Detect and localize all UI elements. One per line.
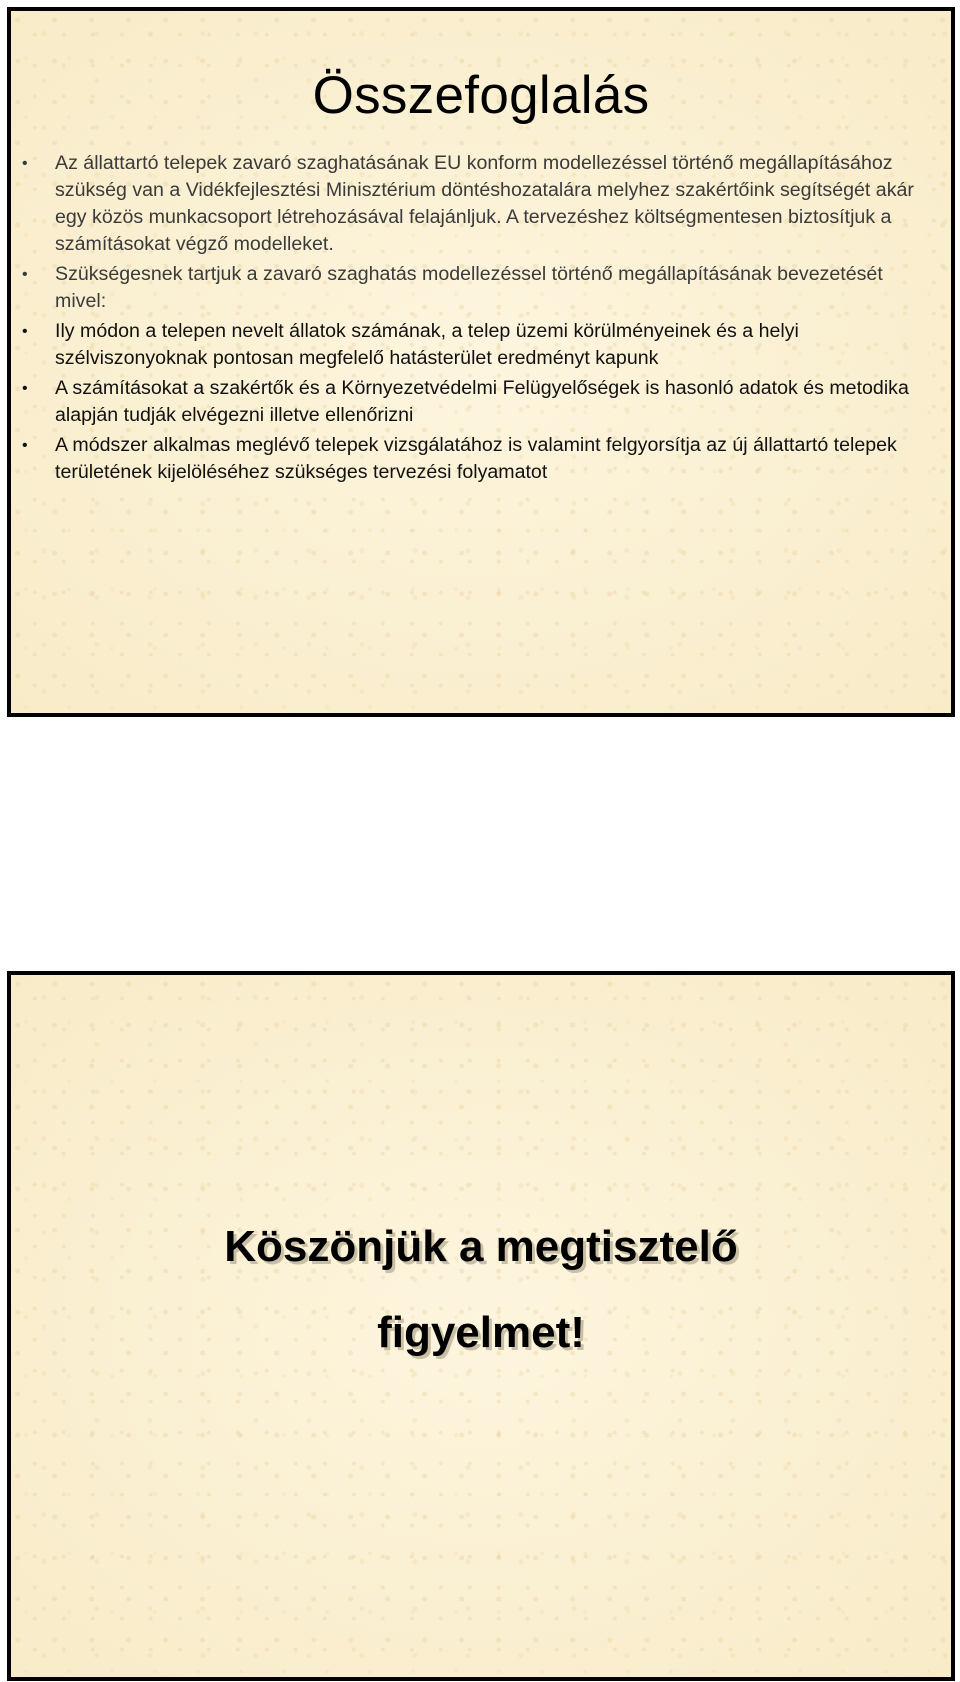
bullet-icon: • xyxy=(22,266,28,283)
bullet-text: Szükségesnek tartjuk a zavaró szaghatás modellezéssel történő megállapításának bevezetését mivel: xyxy=(55,263,883,312)
bullet-item xyxy=(11,375,951,429)
slide-title: Összefoglalás xyxy=(312,66,650,125)
closing-line-1: Köszönjük a megtisztelő xyxy=(224,1222,738,1271)
bullet-icon: • xyxy=(22,437,28,454)
closing-message xyxy=(11,1204,951,1376)
closing-line-2: figyelmet! xyxy=(377,1308,585,1357)
slide-thank-you xyxy=(7,971,955,1681)
bullet-item xyxy=(11,318,951,372)
bullet-list xyxy=(11,150,951,489)
bullet-text: Az állattartó telepek zavaró szaghatásának EU konform modellezéssel történő megállapításához szükség van a Vidékfejlesztési Minisztérium döntéshozatalára melyhez szakértőink segítségét akár egy közös munkacsoport létrehozásával felajánljuk. A tervezéshez költségmentesen biztosítjuk a számításokat végző modelleket. xyxy=(55,152,914,255)
bullet-item xyxy=(11,261,951,315)
bullet-icon: • xyxy=(22,323,28,340)
bullet-icon: • xyxy=(22,155,28,172)
slide-summary xyxy=(7,7,955,717)
bullet-text: Ily módon a telepen nevelt állatok számának, a telep üzemi körülményeinek és a helyi szélviszonyoknak pontosan megfelelő hatásterület eredményt kapunk xyxy=(55,320,799,369)
bullet-text: A módszer alkalmas meglévő telepek vizsgálatához is valamint felgyorsítja az új állattartó telepek területének kijelöléséhez szükséges tervezési folyamatot xyxy=(55,434,897,483)
bullet-item xyxy=(11,150,951,258)
bullet-icon: • xyxy=(22,380,28,397)
bullet-text: A számításokat a szakértők és a Környezetvédelmi Felügyelőségek is hasonló adatok és metodika alapján tudják elvégezni illetve ellenőrizni xyxy=(55,377,909,426)
bullet-item xyxy=(11,432,951,486)
